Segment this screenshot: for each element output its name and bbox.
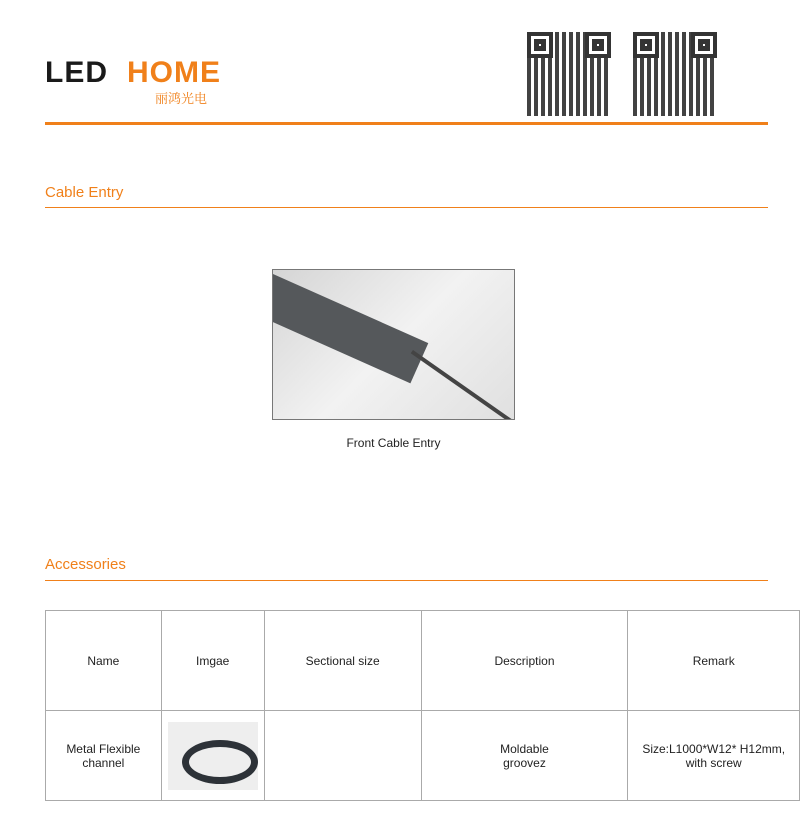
ledhome-logo (45, 50, 245, 110)
header-cell: Sectional size (264, 611, 421, 711)
cell-description: Moldable groovez (421, 711, 628, 801)
logo-text-home: HOME (127, 56, 221, 89)
section-title-accessories: Accessories (45, 556, 126, 573)
section-divider (45, 580, 768, 581)
table-row (46, 711, 800, 801)
section-title-cable-entry: Cable Entry (45, 184, 124, 201)
table-header-row (46, 611, 800, 711)
photo-caption: Front Cable Entry (346, 436, 441, 450)
header-cell: Description (421, 611, 628, 711)
flexible-channel-image (168, 722, 258, 790)
header-divider (45, 122, 768, 125)
qr-code-1 (527, 32, 611, 116)
qr-code-2 (633, 32, 717, 116)
header-cell: Name (46, 611, 162, 711)
cable-entry-photo (272, 269, 515, 420)
header-cell: Remark (628, 611, 800, 711)
section-divider (45, 207, 768, 208)
cell-sectional-size (264, 711, 421, 801)
header-cell: Imgae (161, 611, 264, 711)
cell-name: Metal Flexible channel (46, 711, 162, 801)
cell-remark: Size:L1000*W12* H12mm, with screw (628, 711, 800, 801)
logo-text-cn: 丽鸿光电 (155, 91, 208, 106)
logo-text-led: LED (45, 56, 108, 89)
cell-image (161, 711, 264, 801)
accessories-table (45, 610, 800, 801)
